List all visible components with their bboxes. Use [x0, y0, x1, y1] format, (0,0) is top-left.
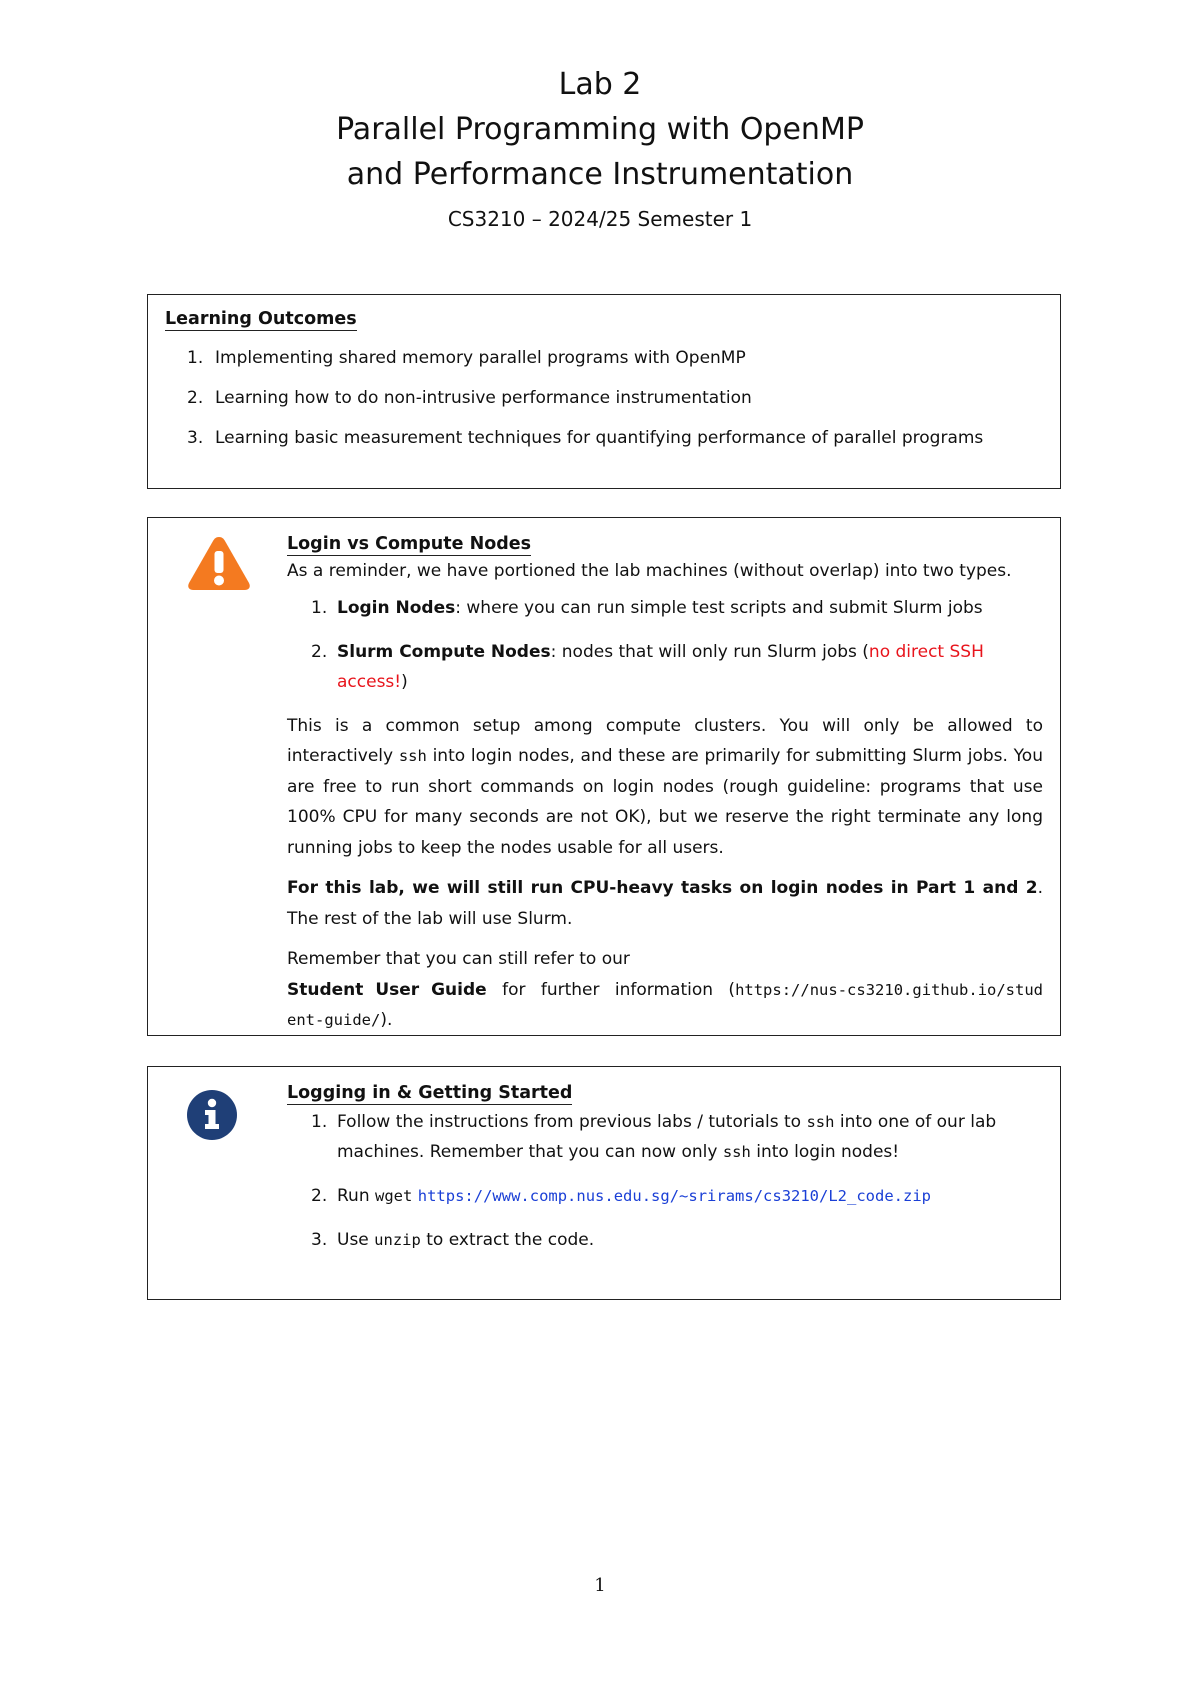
list-item — [165, 345, 1043, 371]
getting-started-list — [287, 1107, 1043, 1255]
list-item-suffix: ) — [401, 671, 408, 692]
course-subtitle: CS3210 – 2024/25 Semester 1 — [447, 207, 753, 231]
guide-url-link[interactable]: https://nus-cs3210.github.io/student-guide/ — [287, 980, 1044, 1029]
cpu-heavy-paragraph — [287, 873, 1043, 934]
page-number: 1 — [594, 1575, 606, 1596]
list-number: 1. — [311, 597, 328, 618]
list-item — [287, 1181, 1043, 1211]
node-types-list — [287, 593, 1043, 697]
learning-outcomes-list — [165, 345, 1043, 451]
list-item — [287, 1225, 1043, 1255]
getting-started-title: Logging in & Getting Started — [287, 1083, 573, 1103]
list-term: Login Nodes — [337, 597, 456, 618]
cluster-setup-paragraph — [287, 711, 1043, 864]
list-item-text: to extract the code. — [420, 1230, 595, 1250]
getting-started-box — [147, 1066, 1061, 1300]
document-header — [0, 62, 1200, 231]
list-number: 1. — [187, 348, 204, 368]
list-number: 1. — [311, 1112, 328, 1132]
learning-outcomes-box — [147, 294, 1061, 489]
emphasis-text: For this lab, we will still run CPU-heavy tasks on login nodes in Part 1 and 2 — [287, 878, 1038, 898]
guide-paragraph — [287, 944, 1043, 1036]
login-vs-compute-box — [147, 517, 1061, 1036]
list-item-text: into login nodes! — [750, 1142, 900, 1162]
list-number: 3. — [311, 1230, 328, 1250]
list-number: 2. — [311, 641, 328, 662]
lab-title-line-3: and Performance Instrumentation — [346, 157, 854, 192]
list-term: Slurm Compute Nodes — [337, 641, 551, 662]
inline-code: wget — [375, 1187, 413, 1205]
login-intro-text: As a reminder, we have portioned the lab machines (without overlap) into two types. — [287, 561, 1012, 581]
learning-outcomes-title: Learning Outcomes — [165, 309, 357, 329]
list-item-text: into one of our lab machines. Remember that you can now only — [337, 1112, 997, 1162]
inline-code: ssh — [806, 1113, 835, 1131]
warning-text: no direct SSH access! — [337, 641, 984, 692]
list-item — [287, 637, 1043, 697]
paragraph-text: This is a common setup among compute clusters. You will only be allowed to interactively — [287, 715, 1043, 766]
list-item-text: Learning how to do non-intrusive performance instrumentation — [215, 388, 752, 408]
paragraph-text: ). — [380, 1010, 393, 1030]
list-item-text: : nodes that will only run Slurm jobs ( — [550, 641, 869, 662]
list-item-text: : where you can run simple test scripts and submit Slurm jobs — [455, 597, 983, 618]
list-item-text: Use — [337, 1230, 375, 1250]
list-item-text: Implementing shared memory parallel programs with OpenMP — [215, 348, 746, 368]
inline-code: ssh — [722, 1143, 751, 1161]
list-number: 2. — [187, 388, 204, 408]
paragraph-text: . The rest of the lab will use Slurm. — [287, 878, 1043, 929]
login-vs-compute-title: Login vs Compute Nodes — [287, 534, 532, 554]
paragraph-text: for further information ( — [486, 979, 736, 1000]
list-item-text: Learning basic measurement techniques for quantifying performance of parallel programs — [215, 428, 984, 448]
list-item — [165, 425, 1043, 451]
inline-code: ssh — [398, 747, 427, 765]
warning-icon — [186, 534, 252, 596]
list-item — [287, 593, 1043, 623]
info-icon — [186, 1089, 238, 1145]
paragraph-text: into login nodes, and these are primarily for submitting Slurm jobs. You are free to run short commands on login nodes (rough guideline: programs that use 100% CPU for many seconds are not OK), but we reserve the right terminate any long running jobs to keep the nodes usable for all users. — [287, 746, 1043, 858]
code-zip-link[interactable]: https://www.comp.nus.edu.sg/~srirams/cs3210/L2_code.zip — [417, 1187, 931, 1205]
list-item-text: Run — [337, 1186, 376, 1206]
list-number: 2. — [311, 1186, 328, 1206]
paragraph-text: Remember that you can still refer to our — [287, 949, 630, 969]
list-item — [165, 385, 1043, 411]
guide-name: Student User Guide — [287, 979, 487, 1000]
list-number: 3. — [187, 428, 204, 448]
lab-title: Lab 2 — [558, 67, 642, 102]
inline-code: unzip — [374, 1231, 421, 1249]
list-item — [287, 1107, 1043, 1167]
list-item-text: Follow the instructions from previous labs / tutorials to — [337, 1112, 807, 1132]
lab-title-line-2: Parallel Programming with OpenMP — [336, 112, 864, 147]
